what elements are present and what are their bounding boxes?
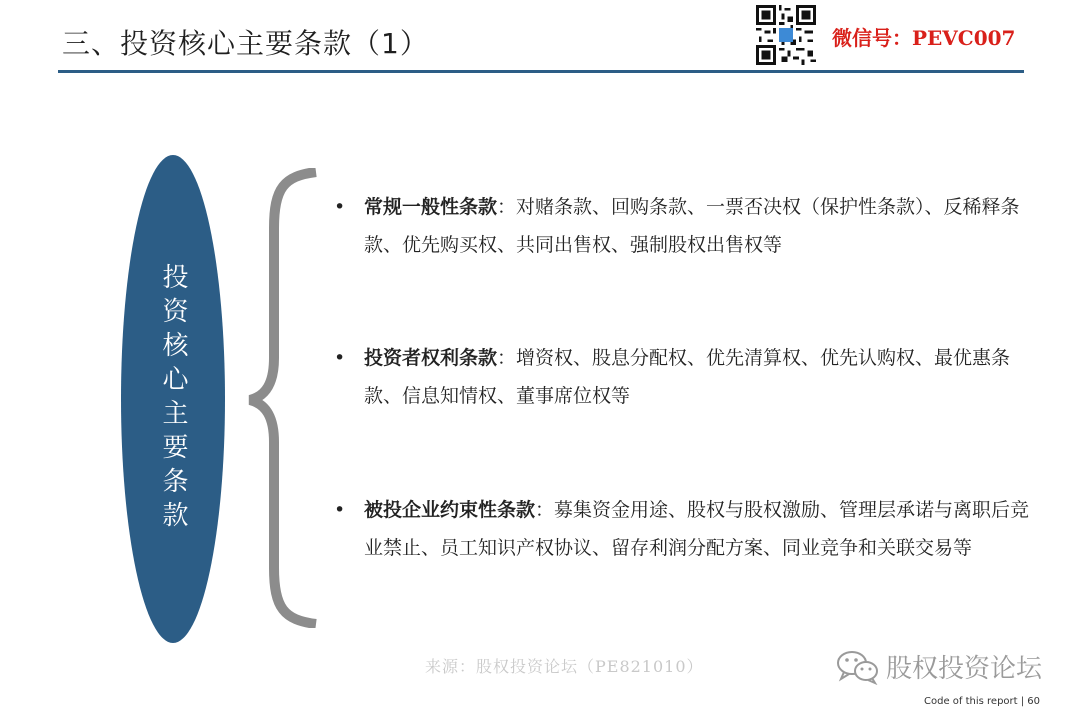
item-description: 募集资金用途、股权与股权激励、管理层承诺与离职后竞业禁止、员工知识产权协议、留存利润分配方案、同业竞争和关联交易等 (364, 499, 1030, 559)
page-footer: Code of this report | 60 (924, 696, 1041, 707)
item-separator: ： (497, 347, 517, 369)
item-term: 投资者权利条款 (364, 347, 498, 369)
list-item (334, 491, 1034, 567)
core-terms-oval (121, 155, 225, 643)
curly-brace (244, 168, 324, 628)
item-description: 对赌条款、回购条款、一票否决权（保护性条款）、反稀释条款、优先购买权、共同出售权、强制股权出售权等 (364, 196, 1020, 256)
bullet: • (334, 196, 346, 218)
qr-code-icon (756, 5, 816, 65)
list-item (334, 188, 1034, 264)
source-note: 来源：股权投资论坛（PE821010） (425, 657, 704, 676)
bullet: • (334, 347, 346, 369)
item-separator: ： (535, 499, 555, 521)
wechat-id: 微信号：PEVC007 (832, 26, 1016, 50)
item-term: 常规一般性条款 (364, 196, 498, 218)
forum-watermark (836, 648, 1042, 685)
oval-label: 投资核心主要条款 (158, 263, 188, 535)
list-item (334, 339, 1034, 415)
title-rule (58, 70, 1024, 73)
wechat-icon (836, 649, 880, 685)
page-title: 三、投资核心主要条款（1） (62, 27, 429, 60)
item-description: 增资权、股息分配权、优先清算权、优先认购权、最优惠条款、信息知情权、董事席位权等 (364, 347, 1011, 407)
item-term: 被投企业约束性条款 (364, 499, 536, 521)
item-separator: ： (497, 196, 517, 218)
forum-name: 股权投资论坛 (886, 654, 1043, 684)
bullet: • (334, 499, 346, 521)
